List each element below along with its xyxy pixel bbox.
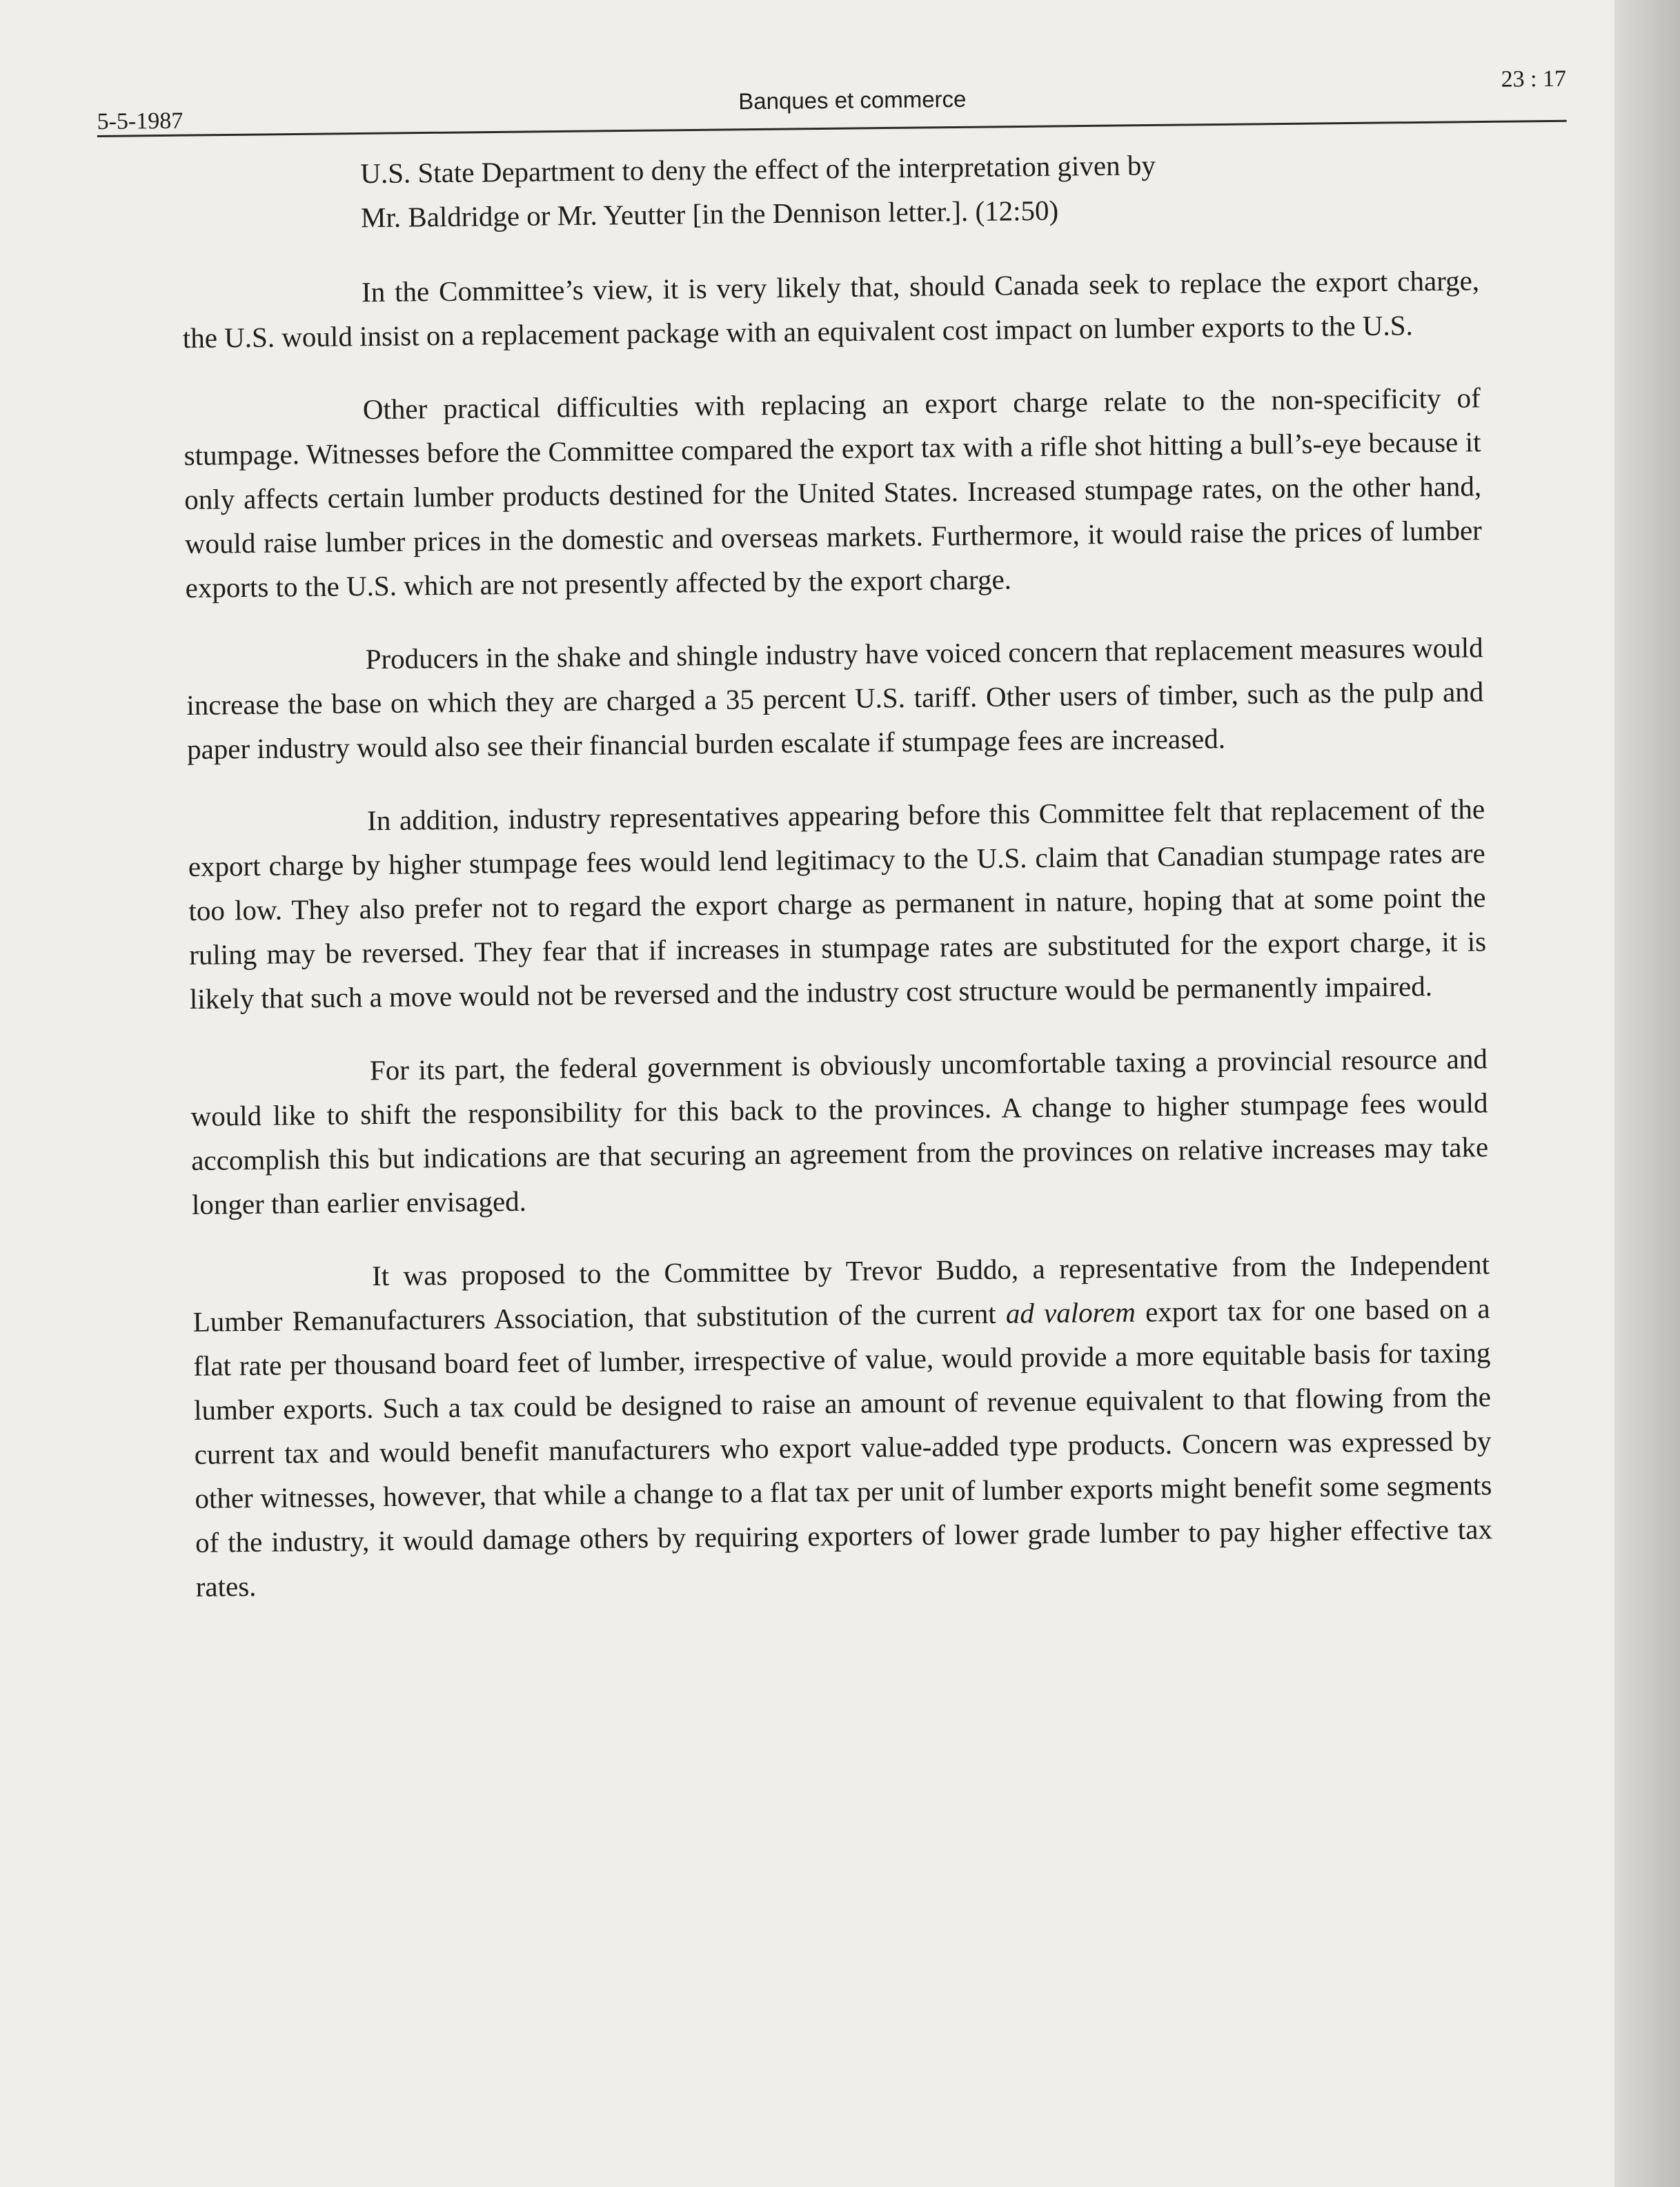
- header-rule: [97, 120, 1567, 137]
- ad-valorem-term: ad valorem: [1005, 1296, 1136, 1329]
- page-edge-shadow: [1614, 0, 1680, 2187]
- paragraph-industry-representatives: In addition, industry representatives appearing before this Committee felt that replacement of the export charge by higher stumpage fees would lend legitimacy to the U.S. claim that Canadian stumpage rates are too low. They also prefer not to regard the export charge as permanent in nature, hoping that at some point the ruling may be reversed. They fear that if increases in stumpage rates are substituted for the export charge, it is likely that such a move would not be reversed and the industry cost structure would be permanently impaired.: [188, 793, 1487, 1015]
- document-body: [181, 139, 1493, 1638]
- continued-quote: [360, 139, 1479, 239]
- header-date: 5-5-1987: [97, 108, 184, 135]
- page-header: [97, 66, 1567, 137]
- continued-quote-line-2: Mr. Baldridge or Mr. Yeutter [in the Dennison letter.]. (12:50): [360, 194, 1059, 234]
- paragraph-flat-rate-proposal: [192, 1242, 1493, 1609]
- paragraph-practical-difficulties: Other practical difficulties with replacing an export charge relate to the non-specificity of stumpage. Witnesses before the Committee compared the export tax with a rifle shot hitting a bull’s-eye because it only affects certain lumber products destined for the United States. Increased stumpage rates, on the other hand, would raise lumber prices in the domestic and overseas markets. Furthermore, it would raise the prices of lumber exports to the U.S. which are not presently affected by the export charge.: [184, 382, 1483, 604]
- header-page-number: 23 : 17: [1501, 66, 1567, 92]
- flat-rate-text-before: It was proposed to the Committee by Trevor Buddo, a representative from the Independent Lumber Remanufacturers Association, that substitution of the current: [192, 1248, 1490, 1338]
- paragraph-federal-government: For its part, the federal government is obviously uncomfortable taxing a provincial resource and would like to shift the responsibility for this back to the provinces. A change to higher stumpage fees would accomplish this but indications are that securing an agreement from the provinces on relative increases may take longer than earlier envisaged.: [190, 1042, 1489, 1220]
- header-title: Banques et commerce: [738, 86, 967, 115]
- continued-quote-line-1: U.S. State Department to deny the effect of the interpretation given by: [360, 149, 1156, 190]
- flat-rate-text-after: export tax for one based on a flat rate per thousand board feet of lumber, irrespective of value, would provide a more equitable basis for taxing lumber exports. Such a tax could be designed to raise an amount of revenue equivalent to that flowing from the current tax and would benefit manufacturers who export value-added type products. Concern was expressed by other witnesses, however, that while a change to a flat tax per unit of lumber exports might benefit some segments of the industry, it would damage others by requiring exporters of lower grade lumber to pay higher effective tax rates.: [193, 1292, 1493, 1603]
- paragraph-shake-and-shingle: Producers in the shake and shingle industry have voiced concern that replacement measures would increase the base on which they are charged a 35 percent U.S. tariff. Other users of timber, such as the pulp and paper industry would also see their financial burden escalate if stumpage fees are increased.: [186, 631, 1484, 765]
- paragraph-committee-view: In the Committee’s view, it is very likely that, should Canada seek to replace the export charge, the U.S. would insist on a replacement package with an equivalent cost impact on lumber exports to the U.S.: [182, 264, 1480, 354]
